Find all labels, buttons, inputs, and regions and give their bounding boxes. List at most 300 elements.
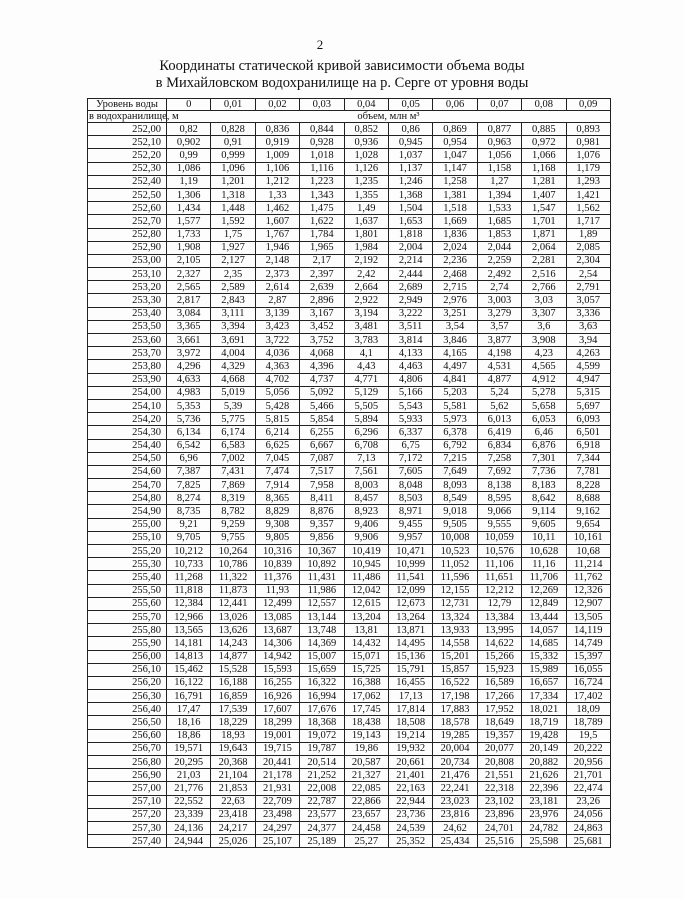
water-level-cell: 253,50	[88, 320, 167, 333]
volume-cell: 14,243	[211, 637, 255, 650]
volume-cell: 12,269	[522, 584, 566, 597]
volume-cell: 25,107	[255, 835, 299, 848]
volume-cell: 4,737	[300, 373, 344, 386]
volume-cell: 15,266	[477, 650, 521, 663]
water-level-cell: 257,00	[88, 782, 167, 795]
volume-cell: 3,084	[167, 307, 211, 320]
volume-cell: 1,009	[255, 149, 299, 162]
volume-cell: 12,907	[566, 597, 610, 610]
volume-cell: 3,752	[300, 334, 344, 347]
volume-cell: 2,516	[522, 268, 566, 281]
water-level-cell: 254,50	[88, 452, 167, 465]
volume-cell: 0,82	[167, 123, 211, 136]
water-level-cell: 256,60	[88, 729, 167, 742]
volume-cell: 1,246	[388, 175, 432, 188]
header-step: 0,09	[566, 99, 610, 111]
volume-cell: 10,316	[255, 545, 299, 558]
volume-cell: 17,47	[167, 703, 211, 716]
volume-cell: 9,906	[344, 531, 388, 544]
volume-cell: 8,138	[477, 479, 521, 492]
volume-cell: 10,576	[477, 545, 521, 558]
volume-cell: 6,214	[255, 426, 299, 439]
volume-cell: 11,376	[255, 571, 299, 584]
volume-cell: 5,428	[255, 399, 299, 412]
volume-cell: 6,378	[433, 426, 477, 439]
table-row	[88, 756, 611, 769]
volume-cell: 22,008	[300, 782, 344, 795]
volume-cell: 11,706	[522, 571, 566, 584]
volume-cell: 6,093	[566, 413, 610, 426]
water-level-cell: 256,30	[88, 690, 167, 703]
volume-cell: 16,657	[522, 676, 566, 689]
volume-cell: 19,072	[300, 729, 344, 742]
table-row	[88, 426, 611, 439]
volume-cell: 21,701	[566, 769, 610, 782]
volume-cell: 17,402	[566, 690, 610, 703]
volume-cell: 9,162	[566, 505, 610, 518]
table-row	[88, 149, 611, 162]
volume-cell: 19,571	[167, 742, 211, 755]
volume-cell: 2,468	[433, 268, 477, 281]
table-row	[88, 215, 611, 228]
volume-cell: 5,775	[211, 413, 255, 426]
volume-cell: 16,255	[255, 676, 299, 689]
volume-cell: 4,1	[344, 347, 388, 360]
volume-cell: 22,552	[167, 795, 211, 808]
table-row	[88, 505, 611, 518]
volume-cell: 15,791	[388, 663, 432, 676]
volume-cell: 23,023	[433, 795, 477, 808]
volume-cell: 4,771	[344, 373, 388, 386]
volume-cell: 2,259	[477, 254, 521, 267]
water-level-cell: 254,00	[88, 386, 167, 399]
volume-cell: 2,327	[167, 268, 211, 281]
volume-cell: 3,251	[433, 307, 477, 320]
volume-cell: 20,734	[433, 756, 477, 769]
volume-cell: 3,511	[388, 320, 432, 333]
volume-cell: 2,896	[300, 294, 344, 307]
volume-cell: 4,165	[433, 347, 477, 360]
volume-cell: 4,633	[167, 373, 211, 386]
water-level-cell: 256,20	[88, 676, 167, 689]
volume-cell: 3,365	[167, 320, 211, 333]
water-level-cell: 257,40	[88, 835, 167, 848]
volume-cell: 2,639	[300, 281, 344, 294]
volume-cell: 3,57	[477, 320, 521, 333]
volume-cell: 18,021	[522, 703, 566, 716]
volume-cell: 1,27	[477, 175, 521, 188]
table-row	[88, 268, 611, 281]
table-row	[88, 690, 611, 703]
volume-cell: 9,114	[522, 505, 566, 518]
volume-cell: 16,522	[433, 676, 477, 689]
volume-cell: 7,958	[300, 479, 344, 492]
table-row	[88, 835, 611, 848]
volume-cell: 15,725	[344, 663, 388, 676]
volume-cell: 12,615	[344, 597, 388, 610]
volume-cell: 13,748	[300, 624, 344, 637]
volume-cell: 7,869	[211, 479, 255, 492]
volume-cell: 4,841	[433, 373, 477, 386]
volume-cell: 2,044	[477, 241, 521, 254]
volume-cell: 9,406	[344, 518, 388, 531]
water-level-cell: 255,30	[88, 558, 167, 571]
volume-cell: 19,357	[477, 729, 521, 742]
volume-cell: 10,839	[255, 558, 299, 571]
volume-cell: 11,93	[255, 584, 299, 597]
volume-cell: 11,214	[566, 558, 610, 571]
volume-cell: 5,278	[522, 386, 566, 399]
volume-cell: 16,188	[211, 676, 255, 689]
volume-cell: 2,236	[433, 254, 477, 267]
table-row	[88, 492, 611, 505]
header-row-steps	[88, 99, 611, 111]
volume-cell: 10,945	[344, 558, 388, 571]
volume-cell: 22,787	[300, 795, 344, 808]
volume-cell: 14,813	[167, 650, 211, 663]
volume-cell: 5,973	[433, 413, 477, 426]
table-row	[88, 716, 611, 729]
table-row	[88, 334, 611, 347]
volume-cell: 2,565	[167, 281, 211, 294]
table-row	[88, 202, 611, 215]
volume-cell: 1,018	[300, 149, 344, 162]
volume-cell: 12,673	[388, 597, 432, 610]
volume-cell: 7,258	[477, 452, 521, 465]
water-level-cell: 255,20	[88, 545, 167, 558]
volume-cell: 2,192	[344, 254, 388, 267]
volume-cell: 2,024	[433, 241, 477, 254]
volume-cell: 19,5	[566, 729, 610, 742]
volume-cell: 22,63	[211, 795, 255, 808]
volume-cell: 2,664	[344, 281, 388, 294]
volume-cell: 12,557	[300, 597, 344, 610]
table-row	[88, 545, 611, 558]
volume-cell: 22,396	[522, 782, 566, 795]
volume-cell: 6,708	[344, 439, 388, 452]
volume-cell: 3,167	[300, 307, 344, 320]
volume-cell: 24,62	[433, 821, 477, 834]
volume-cell: 3,691	[211, 334, 255, 347]
volume-cell: 2,791	[566, 281, 610, 294]
volume-cell: 3,908	[522, 334, 566, 347]
volume-cell: 19,932	[388, 742, 432, 755]
water-level-cell: 254,10	[88, 399, 167, 412]
volume-cell: 20,222	[566, 742, 610, 755]
volume-cell: 3,972	[167, 347, 211, 360]
volume-cell: 19,285	[433, 729, 477, 742]
volume-cell: 1,685	[477, 215, 521, 228]
volume-cell: 15,007	[300, 650, 344, 663]
volume-cell: 7,474	[255, 465, 299, 478]
volume-cell: 2,064	[522, 241, 566, 254]
volume-cell: 1,946	[255, 241, 299, 254]
volume-cell: 1,965	[300, 241, 344, 254]
volume-cell: 9,455	[388, 518, 432, 531]
volume-cell: 17,062	[344, 690, 388, 703]
volume-cell: 11,268	[167, 571, 211, 584]
volume-cell: 0,902	[167, 136, 211, 149]
volume-cell: 18,719	[522, 716, 566, 729]
volume-cell: 12,499	[255, 597, 299, 610]
volume-cell: 10,008	[433, 531, 477, 544]
volume-cell: 13,687	[255, 624, 299, 637]
volume-cell: 4,198	[477, 347, 521, 360]
volume-cell: 0,936	[344, 136, 388, 149]
volume-cell: 0,99	[167, 149, 211, 162]
volume-cell: 1,462	[255, 202, 299, 215]
volume-cell: 17,814	[388, 703, 432, 716]
table-row	[88, 123, 611, 136]
volume-cell: 0,877	[477, 123, 521, 136]
water-level-cell: 252,10	[88, 136, 167, 149]
water-level-cell: 253,20	[88, 281, 167, 294]
table-row	[88, 294, 611, 307]
volume-cell: 1,086	[167, 162, 211, 175]
volume-cell: 1,984	[344, 241, 388, 254]
volume-cell: 8,829	[255, 505, 299, 518]
volume-cell: 2,54	[566, 268, 610, 281]
volume-cell: 12,849	[522, 597, 566, 610]
volume-cell: 15,332	[522, 650, 566, 663]
table-row	[88, 386, 611, 399]
volume-cell: 4,497	[433, 360, 477, 373]
volume-cell: 19,214	[388, 729, 432, 742]
volume-cell: 25,27	[344, 835, 388, 848]
volume-cell: 23,657	[344, 808, 388, 821]
water-level-cell: 254,80	[88, 492, 167, 505]
volume-cell: 0,981	[566, 136, 610, 149]
volume-cell: 20,368	[211, 756, 255, 769]
water-level-cell: 252,50	[88, 188, 167, 201]
volume-cell: 24,782	[522, 821, 566, 834]
volume-cell: 19,643	[211, 742, 255, 755]
volume-cell: 18,229	[211, 716, 255, 729]
volume-cell: 2,922	[344, 294, 388, 307]
volume-cell: 3,111	[211, 307, 255, 320]
volume-cell: 14,369	[300, 637, 344, 650]
volume-cell: 1,106	[255, 162, 299, 175]
volume-cell: 19,428	[522, 729, 566, 742]
volume-cell: 8,365	[255, 492, 299, 505]
volume-cell: 4,912	[522, 373, 566, 386]
volume-cell: 21,476	[433, 769, 477, 782]
volume-cell: 10,059	[477, 531, 521, 544]
volume-cell: 0,928	[300, 136, 344, 149]
table-row	[88, 610, 611, 623]
volume-cell: 1,518	[433, 202, 477, 215]
table-row	[88, 676, 611, 689]
volume-cell: 10,212	[167, 545, 211, 558]
volume-cell: 15,593	[255, 663, 299, 676]
volume-cell: 16,859	[211, 690, 255, 703]
volume-cell: 20,514	[300, 756, 344, 769]
volume-cell: 3,661	[167, 334, 211, 347]
volume-cell: 20,587	[344, 756, 388, 769]
water-level-cell: 256,80	[88, 756, 167, 769]
volume-cell: 15,857	[433, 663, 477, 676]
volume-cell: 18,16	[167, 716, 211, 729]
volume-cell: 18,508	[388, 716, 432, 729]
table-row	[88, 531, 611, 544]
volume-cell: 4,068	[300, 347, 344, 360]
volume-cell: 7,517	[300, 465, 344, 478]
volume-cell: 8,457	[344, 492, 388, 505]
water-level-cell: 253,60	[88, 334, 167, 347]
water-level-cell: 254,60	[88, 465, 167, 478]
volume-cell: 1,89	[566, 228, 610, 241]
volume-cell: 17,198	[433, 690, 477, 703]
volume-cell: 1,448	[211, 202, 255, 215]
volume-cell: 0,828	[211, 123, 255, 136]
volume-cell: 1,784	[300, 228, 344, 241]
volume-cell: 16,122	[167, 676, 211, 689]
volume-cell: 3,452	[300, 320, 344, 333]
volume-cell: 1,137	[388, 162, 432, 175]
volume-cell: 23,181	[522, 795, 566, 808]
volume-cell: 4,983	[167, 386, 211, 399]
table-row	[88, 703, 611, 716]
volume-cell: 7,002	[211, 452, 255, 465]
volume-cell: 6,583	[211, 439, 255, 452]
volume-cell: 18,578	[433, 716, 477, 729]
volume-cell: 0,836	[255, 123, 299, 136]
volume-cell: 5,39	[211, 399, 255, 412]
volume-cell: 11,541	[388, 571, 432, 584]
volume-cell: 13,505	[566, 610, 610, 623]
volume-cell: 6,337	[388, 426, 432, 439]
volume-cell: 0,954	[433, 136, 477, 149]
volume-cell: 22,085	[344, 782, 388, 795]
volume-cell: 15,071	[344, 650, 388, 663]
header-step: 0,02	[255, 99, 299, 111]
table-row	[88, 188, 611, 201]
volume-cell: 0,919	[255, 136, 299, 149]
header-step: 0,04	[344, 99, 388, 111]
volume-cell: 11,322	[211, 571, 255, 584]
volume-cell: 1,504	[388, 202, 432, 215]
volume-cell: 21,03	[167, 769, 211, 782]
volume-cell: 23,339	[167, 808, 211, 821]
volume-cell: 7,825	[167, 479, 211, 492]
volume-cell: 22,241	[433, 782, 477, 795]
table-row	[88, 808, 611, 821]
table-row	[88, 228, 611, 241]
volume-cell: 3,6	[522, 320, 566, 333]
volume-cell: 1,223	[300, 175, 344, 188]
volume-cell: 4,463	[388, 360, 432, 373]
volume-cell: 1,066	[522, 149, 566, 162]
volume-cell: 14,942	[255, 650, 299, 663]
volume-cell: 3,722	[255, 334, 299, 347]
volume-cell: 21,401	[388, 769, 432, 782]
volume-cell: 13,264	[388, 610, 432, 623]
volume-cell: 8,411	[300, 492, 344, 505]
volume-cell: 25,598	[522, 835, 566, 848]
volume-cell: 1,434	[167, 202, 211, 215]
volume-cell: 8,971	[388, 505, 432, 518]
volume-cell: 21,104	[211, 769, 255, 782]
volume-cell: 1,533	[477, 202, 521, 215]
volume-cell: 3,423	[255, 320, 299, 333]
title-line-1: Координаты статической кривой зависимости объема воды	[159, 58, 525, 74]
volume-cell: 19,143	[344, 729, 388, 742]
volume-cell: 9,805	[255, 531, 299, 544]
volume-cell: 5,056	[255, 386, 299, 399]
volume-cell: 23,816	[433, 808, 477, 821]
volume-cell: 1,653	[388, 215, 432, 228]
volume-cell: 2,281	[522, 254, 566, 267]
volume-cell: 6,876	[522, 439, 566, 452]
volume-cell: 1,75	[211, 228, 255, 241]
volume-cell: 24,539	[388, 821, 432, 834]
volume-cell: 1,116	[300, 162, 344, 175]
volume-cell: 2,589	[211, 281, 255, 294]
volume-cell: 1,056	[477, 149, 521, 162]
water-level-cell: 255,70	[88, 610, 167, 623]
volume-cell: 1,258	[433, 175, 477, 188]
volume-cell: 15,136	[388, 650, 432, 663]
water-level-cell: 252,90	[88, 241, 167, 254]
volume-cell: 24,217	[211, 821, 255, 834]
header-level-line-1: Уровень воды	[88, 99, 167, 111]
volume-cell: 19,787	[300, 742, 344, 755]
volume-cell: 7,215	[433, 452, 477, 465]
document-title	[0, 58, 684, 92]
volume-cell: 6,296	[344, 426, 388, 439]
volume-cell: 5,581	[433, 399, 477, 412]
volume-cell: 25,516	[477, 835, 521, 848]
volume-cell: 10,68	[566, 545, 610, 558]
water-level-cell: 255,80	[88, 624, 167, 637]
volume-cell: 17,952	[477, 703, 521, 716]
volume-cell: 22,944	[388, 795, 432, 808]
volume-cell: 4,668	[211, 373, 255, 386]
volume-cell: 9,259	[211, 518, 255, 531]
volume-cell: 1,047	[433, 149, 477, 162]
volume-cell: 4,947	[566, 373, 610, 386]
table-row	[88, 162, 611, 175]
water-level-cell: 252,60	[88, 202, 167, 215]
volume-cell: 8,093	[433, 479, 477, 492]
volume-cell: 9,308	[255, 518, 299, 531]
volume-cell: 13,085	[255, 610, 299, 623]
volume-cell: 14,685	[522, 637, 566, 650]
volume-cell: 3,139	[255, 307, 299, 320]
volume-cell: 2,148	[255, 254, 299, 267]
volume-cell: 18,649	[477, 716, 521, 729]
volume-cell: 15,397	[566, 650, 610, 663]
volume-cell: 6,834	[477, 439, 521, 452]
volume-cell: 22,163	[388, 782, 432, 795]
volume-cell: 20,077	[477, 742, 521, 755]
volume-cell: 9,654	[566, 518, 610, 531]
water-level-cell: 252,20	[88, 149, 167, 162]
volume-cell: 11,486	[344, 571, 388, 584]
header-step: 0	[167, 99, 211, 111]
volume-cell: 2,689	[388, 281, 432, 294]
volume-cell: 20,004	[433, 742, 477, 755]
header-level-line-2: в водохранилище, м	[89, 111, 179, 122]
volume-cell: 1,381	[433, 188, 477, 201]
volume-cell: 2,614	[255, 281, 299, 294]
volume-cell: 1,669	[433, 215, 477, 228]
volume-cell: 15,989	[522, 663, 566, 676]
volume-cell: 10,471	[388, 545, 432, 558]
volume-cell: 16,724	[566, 676, 610, 689]
volume-cell: 2,17	[300, 254, 344, 267]
header-volume-label: объем, млн м³	[167, 111, 611, 123]
